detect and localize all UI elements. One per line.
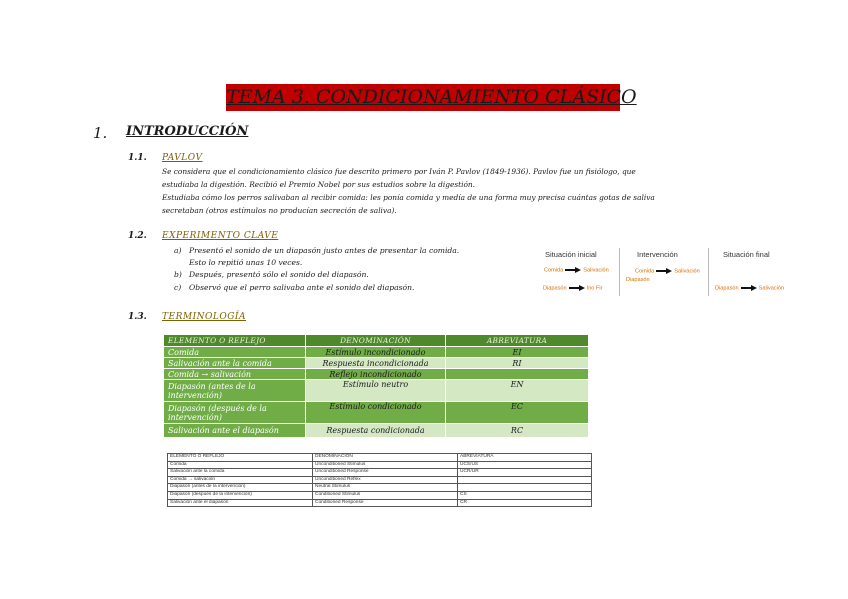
table-cell: Salivación ante el diapasón [168, 499, 313, 507]
list-item-text: Presentó el sonido de un diapasón justo antes de presentar la comida. [189, 246, 460, 255]
section-title: INTRODUCCIÓN [126, 124, 249, 139]
list-item-text: Después, presentó sólo el sonido del diapasón. [189, 270, 369, 279]
diagram-response: Salivación [674, 268, 700, 275]
table-header: DENOMINACIÓN [313, 454, 458, 462]
arrow-icon [565, 267, 581, 273]
list-item-subtext: Esto lo repitió unas 10 veces. [189, 258, 303, 267]
diagram-pair-initial-2 [543, 285, 603, 291]
table-cell: Reflejo incondicionado [306, 369, 446, 380]
table-cell: Conditioned Stimulus [313, 491, 458, 499]
table-cell: RI [446, 358, 589, 369]
list-marker: a) [174, 246, 182, 255]
subsection-title-terminology: TERMINOLOGÍA [162, 312, 246, 322]
subsection-number-terminology: 1.3. [128, 312, 147, 322]
diagram-stimulus: Comida [544, 267, 564, 274]
subsection-number-experiment: 1.2. [128, 231, 147, 241]
table-cell: Estímulo incondicionado [306, 347, 446, 358]
subsection-title-experiment: EXPERIMENTO CLAVE [162, 231, 279, 241]
diagram-stimulus: Diapasón [715, 285, 739, 292]
conditioning-diagram [540, 246, 790, 298]
table-cell: Conditioned Response [313, 499, 458, 507]
table-cell [458, 476, 592, 484]
table-cell: Unconditioned Response [313, 469, 458, 477]
table-cell: Salivación ante la comida [168, 469, 313, 477]
table-header: ABREVIATURA [458, 454, 592, 462]
pavlov-paragraph-line: estudiaba la digestión. Recibió el Premio Nobel por sus estudios sobre la digestión. [162, 180, 476, 189]
table-cell: Unconditioned Stimulus [313, 461, 458, 469]
table-header: ELEMENTO O REFLEJO [168, 454, 313, 462]
table-cell: Diapasón (después de la intervención) [164, 402, 306, 424]
diagram-pair-final [715, 285, 784, 291]
table-cell: Comida [168, 461, 313, 469]
table-header: ELEMENTO O REFLEJO [164, 335, 306, 347]
table-cell [446, 369, 589, 380]
table-cell: Comida → salivación [168, 476, 313, 484]
table-cell: RC [446, 424, 589, 438]
table-cell: Diapasón (antes de la intervención) [168, 484, 313, 492]
diagram-divider [619, 248, 620, 296]
table-cell: Unconditioned Reflex [313, 476, 458, 484]
table-cell: Salivación ante el diapasón [164, 424, 306, 438]
table-header-row [164, 335, 589, 347]
table-cell: Respuesta incondicionada [306, 358, 446, 369]
table-cell: CS [458, 491, 592, 499]
diagram-response: Salivación [583, 267, 609, 274]
diagram-pair-intervention [635, 268, 700, 274]
diagram-stimulus: Diapasón [543, 285, 567, 292]
table-row [168, 469, 592, 477]
diagram-response: Ino Fir [586, 285, 603, 292]
table-row [168, 476, 592, 484]
table-cell: EC [446, 402, 589, 424]
list-marker: b) [174, 270, 182, 279]
table-cell: Comida [164, 347, 306, 358]
table-row [164, 369, 589, 380]
table-cell: Estímulo condicionado [306, 402, 446, 424]
table-cell: UCR/UR [458, 469, 592, 477]
arrow-icon [741, 285, 757, 291]
diagram-header-final: Situación final [723, 250, 770, 259]
english-terminology-table [167, 453, 592, 507]
table-cell: Estímulo neutro [306, 380, 446, 402]
list-item-text: Observó que el perro salivaba ante el sonido del diapasón. [189, 283, 415, 292]
table-row [168, 461, 592, 469]
table-cell: EI [446, 347, 589, 358]
table-cell [458, 484, 592, 492]
diagram-header-intervention: Intervención [637, 250, 678, 259]
table-cell: EN [446, 380, 589, 402]
diagram-header-initial: Situación inicial [545, 250, 597, 259]
table-row [164, 347, 589, 358]
subsection-title-pavlov: PAVLOV [162, 153, 203, 163]
table-row [168, 499, 592, 507]
table-row [164, 402, 589, 424]
diagram-response: Salivación [758, 285, 785, 292]
section-number: 1. [93, 124, 108, 142]
table-cell: Neutral Stimulus [313, 484, 458, 492]
table-cell: CR [458, 499, 592, 507]
diagram-pair-initial-1 [544, 267, 609, 273]
page-title: TEMA 3. CONDICIONAMIENTO CLÁSICO [226, 86, 637, 108]
table-header-row [168, 454, 592, 462]
arrow-icon [569, 285, 585, 291]
table-cell: Diapasón (después de la intervención) [168, 491, 313, 499]
table-header: DENOMINACIÓN [306, 335, 446, 347]
arrow-icon [656, 268, 672, 274]
table-cell: Salivación ante la comida [164, 358, 306, 369]
table-cell: Diapasón (antes de la intervención) [164, 380, 306, 402]
table-cell: UCS/US [458, 461, 592, 469]
table-row [168, 491, 592, 499]
diagram-stimulus: Comida [635, 268, 655, 275]
terminology-table [163, 334, 589, 438]
pavlov-paragraph-line: Se considera que el condicionamiento clásico fue descrito primero por Iván P. Pavlov (1849-1936). Pavlov fue un fisiólogo, que [162, 167, 636, 176]
table-cell: Comida → salivación [164, 369, 306, 380]
list-marker: c) [174, 283, 182, 292]
table-header: ABREVIATURA [446, 335, 589, 347]
pavlov-paragraph-line: Estudiaba cómo los perros salivaban al recibir comida: les ponía comida y medía de una forma muy precisa cuántas gotas de saliva [162, 193, 655, 202]
diagram-divider [708, 248, 709, 296]
pavlov-paragraph-line: secretaban (otros estímulos no producían secreción de saliva). [162, 206, 397, 215]
table-row [164, 424, 589, 438]
table-row [164, 380, 589, 402]
subsection-number-pavlov: 1.1. [128, 153, 147, 163]
table-row [164, 358, 589, 369]
table-cell: Respuesta condicionada [306, 424, 446, 438]
table-row [168, 484, 592, 492]
diagram-intervention-below: Diapasón [626, 277, 650, 283]
